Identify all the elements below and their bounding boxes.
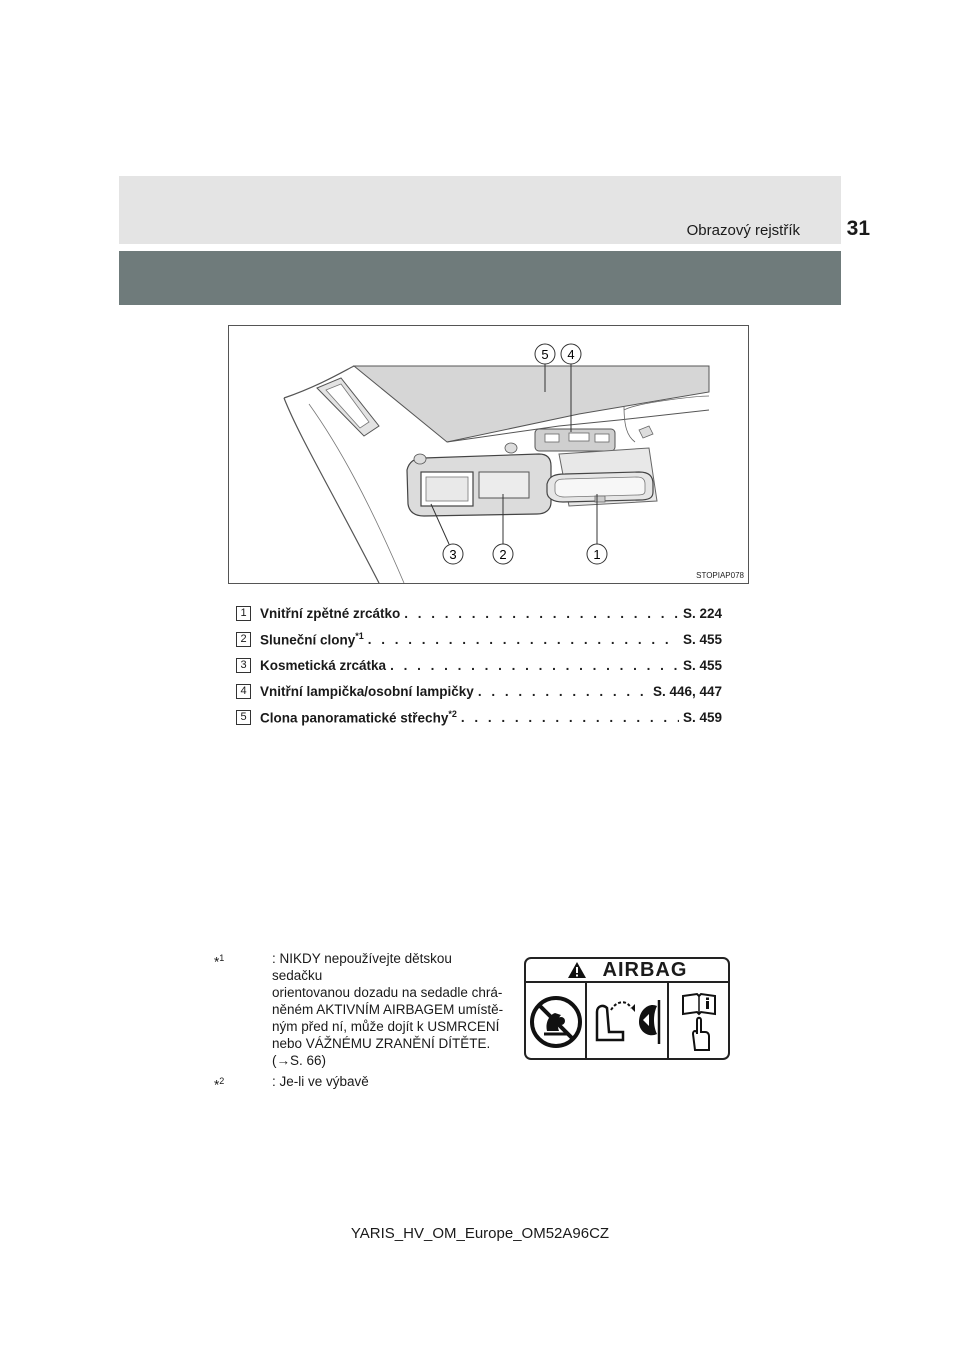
callout-5 <box>535 344 555 364</box>
footnote-2 <box>214 1073 504 1094</box>
ceiling-illustration <box>229 326 748 583</box>
legend-item <box>236 626 722 652</box>
page-reference-link[interactable]: S. 455 <box>682 631 722 647</box>
legend-number: 1 <box>236 606 251 621</box>
airbag-warning-label <box>524 957 730 1060</box>
page-reference-link[interactable]: S. 455 <box>682 657 722 673</box>
legend-label: Vnitřní zpětné zrcátko <box>260 605 401 621</box>
legend-item <box>236 704 722 730</box>
airbag-deploy-seat-icon <box>587 992 667 1052</box>
svg-text:2: 2 <box>499 547 507 562</box>
page-number: 31 <box>846 217 870 240</box>
callout-2 <box>493 544 513 564</box>
legend-label: Kosmetická zrcátka <box>260 657 387 673</box>
footnote-text: : NIKDY nepoužívejte dětskou sedačku orientovanou dozadu na sedadle chrá- něném AKTIVNÍM AIRBAGEM umístě- ným před ní, může dojít k USMRCENÍ nebo VÁŽNÉMU ZRANĚNÍ DÍTĚTE. (→S. 66) <box>272 951 504 1068</box>
airbag-label-header <box>526 959 728 983</box>
legend-item <box>236 600 722 626</box>
section-title: Obrazový rejstřík <box>686 222 800 239</box>
dot-leader <box>404 606 679 621</box>
callout-1 <box>587 544 607 564</box>
footnote-marker: *$^1$ <box>214 953 225 970</box>
legend-number: 3 <box>236 658 251 673</box>
dot-leader <box>368 632 679 647</box>
page-reference-link[interactable]: S. 446, 447 <box>652 683 722 699</box>
svg-text:4: 4 <box>567 347 575 362</box>
svg-text:5: 5 <box>541 347 549 362</box>
document-code: YARIS_HV_OM_Europe_OM52A96CZ <box>350 1225 610 1242</box>
airbag-title: AIRBAG <box>602 958 688 981</box>
footnote-1 <box>214 950 504 1069</box>
warning-triangle-icon <box>567 961 587 979</box>
dot-leader <box>478 684 649 699</box>
footnote-marker: *$^2$ <box>214 1076 225 1093</box>
callout-3 <box>443 544 463 564</box>
legend-label: Clona panoramatické střechy$^{*2}$ <box>260 708 457 726</box>
legend-number: 2 <box>236 632 251 647</box>
page-reference-link[interactable]: S. 459 <box>682 709 722 725</box>
page-reference-link[interactable]: (→S. 66) <box>272 1053 327 1068</box>
svg-text:3: 3 <box>449 547 457 562</box>
footnote-text: : Je-li ve výbavě <box>272 1074 369 1089</box>
legend-item <box>236 678 722 704</box>
legend-list <box>236 600 722 730</box>
dot-leader <box>390 658 679 673</box>
footnotes <box>214 950 504 1094</box>
footnote-marker: *1 <box>355 630 364 641</box>
footnote-marker: *2 <box>448 708 457 719</box>
legend-number: 5 <box>236 710 251 725</box>
legend-label: Sluneční clony$^{*1}$ <box>260 630 364 648</box>
read-manual-icon <box>679 990 719 1054</box>
legend-item <box>236 652 722 678</box>
dot-leader <box>461 710 679 725</box>
callout-4 <box>561 344 581 364</box>
figure-code: STOPIAP078 <box>696 571 744 580</box>
interior-ceiling-figure <box>228 325 749 584</box>
airbag-pictogram-row <box>526 983 728 1060</box>
legend-number: 4 <box>236 684 251 699</box>
svg-text:1: 1 <box>593 547 601 562</box>
legend-label: Vnitřní lampička/osobní lampičky <box>260 683 474 699</box>
header-dark-band <box>119 251 841 305</box>
no-rear-facing-seat-icon <box>527 993 585 1051</box>
page-reference-link[interactable]: S. 224 <box>682 605 722 621</box>
